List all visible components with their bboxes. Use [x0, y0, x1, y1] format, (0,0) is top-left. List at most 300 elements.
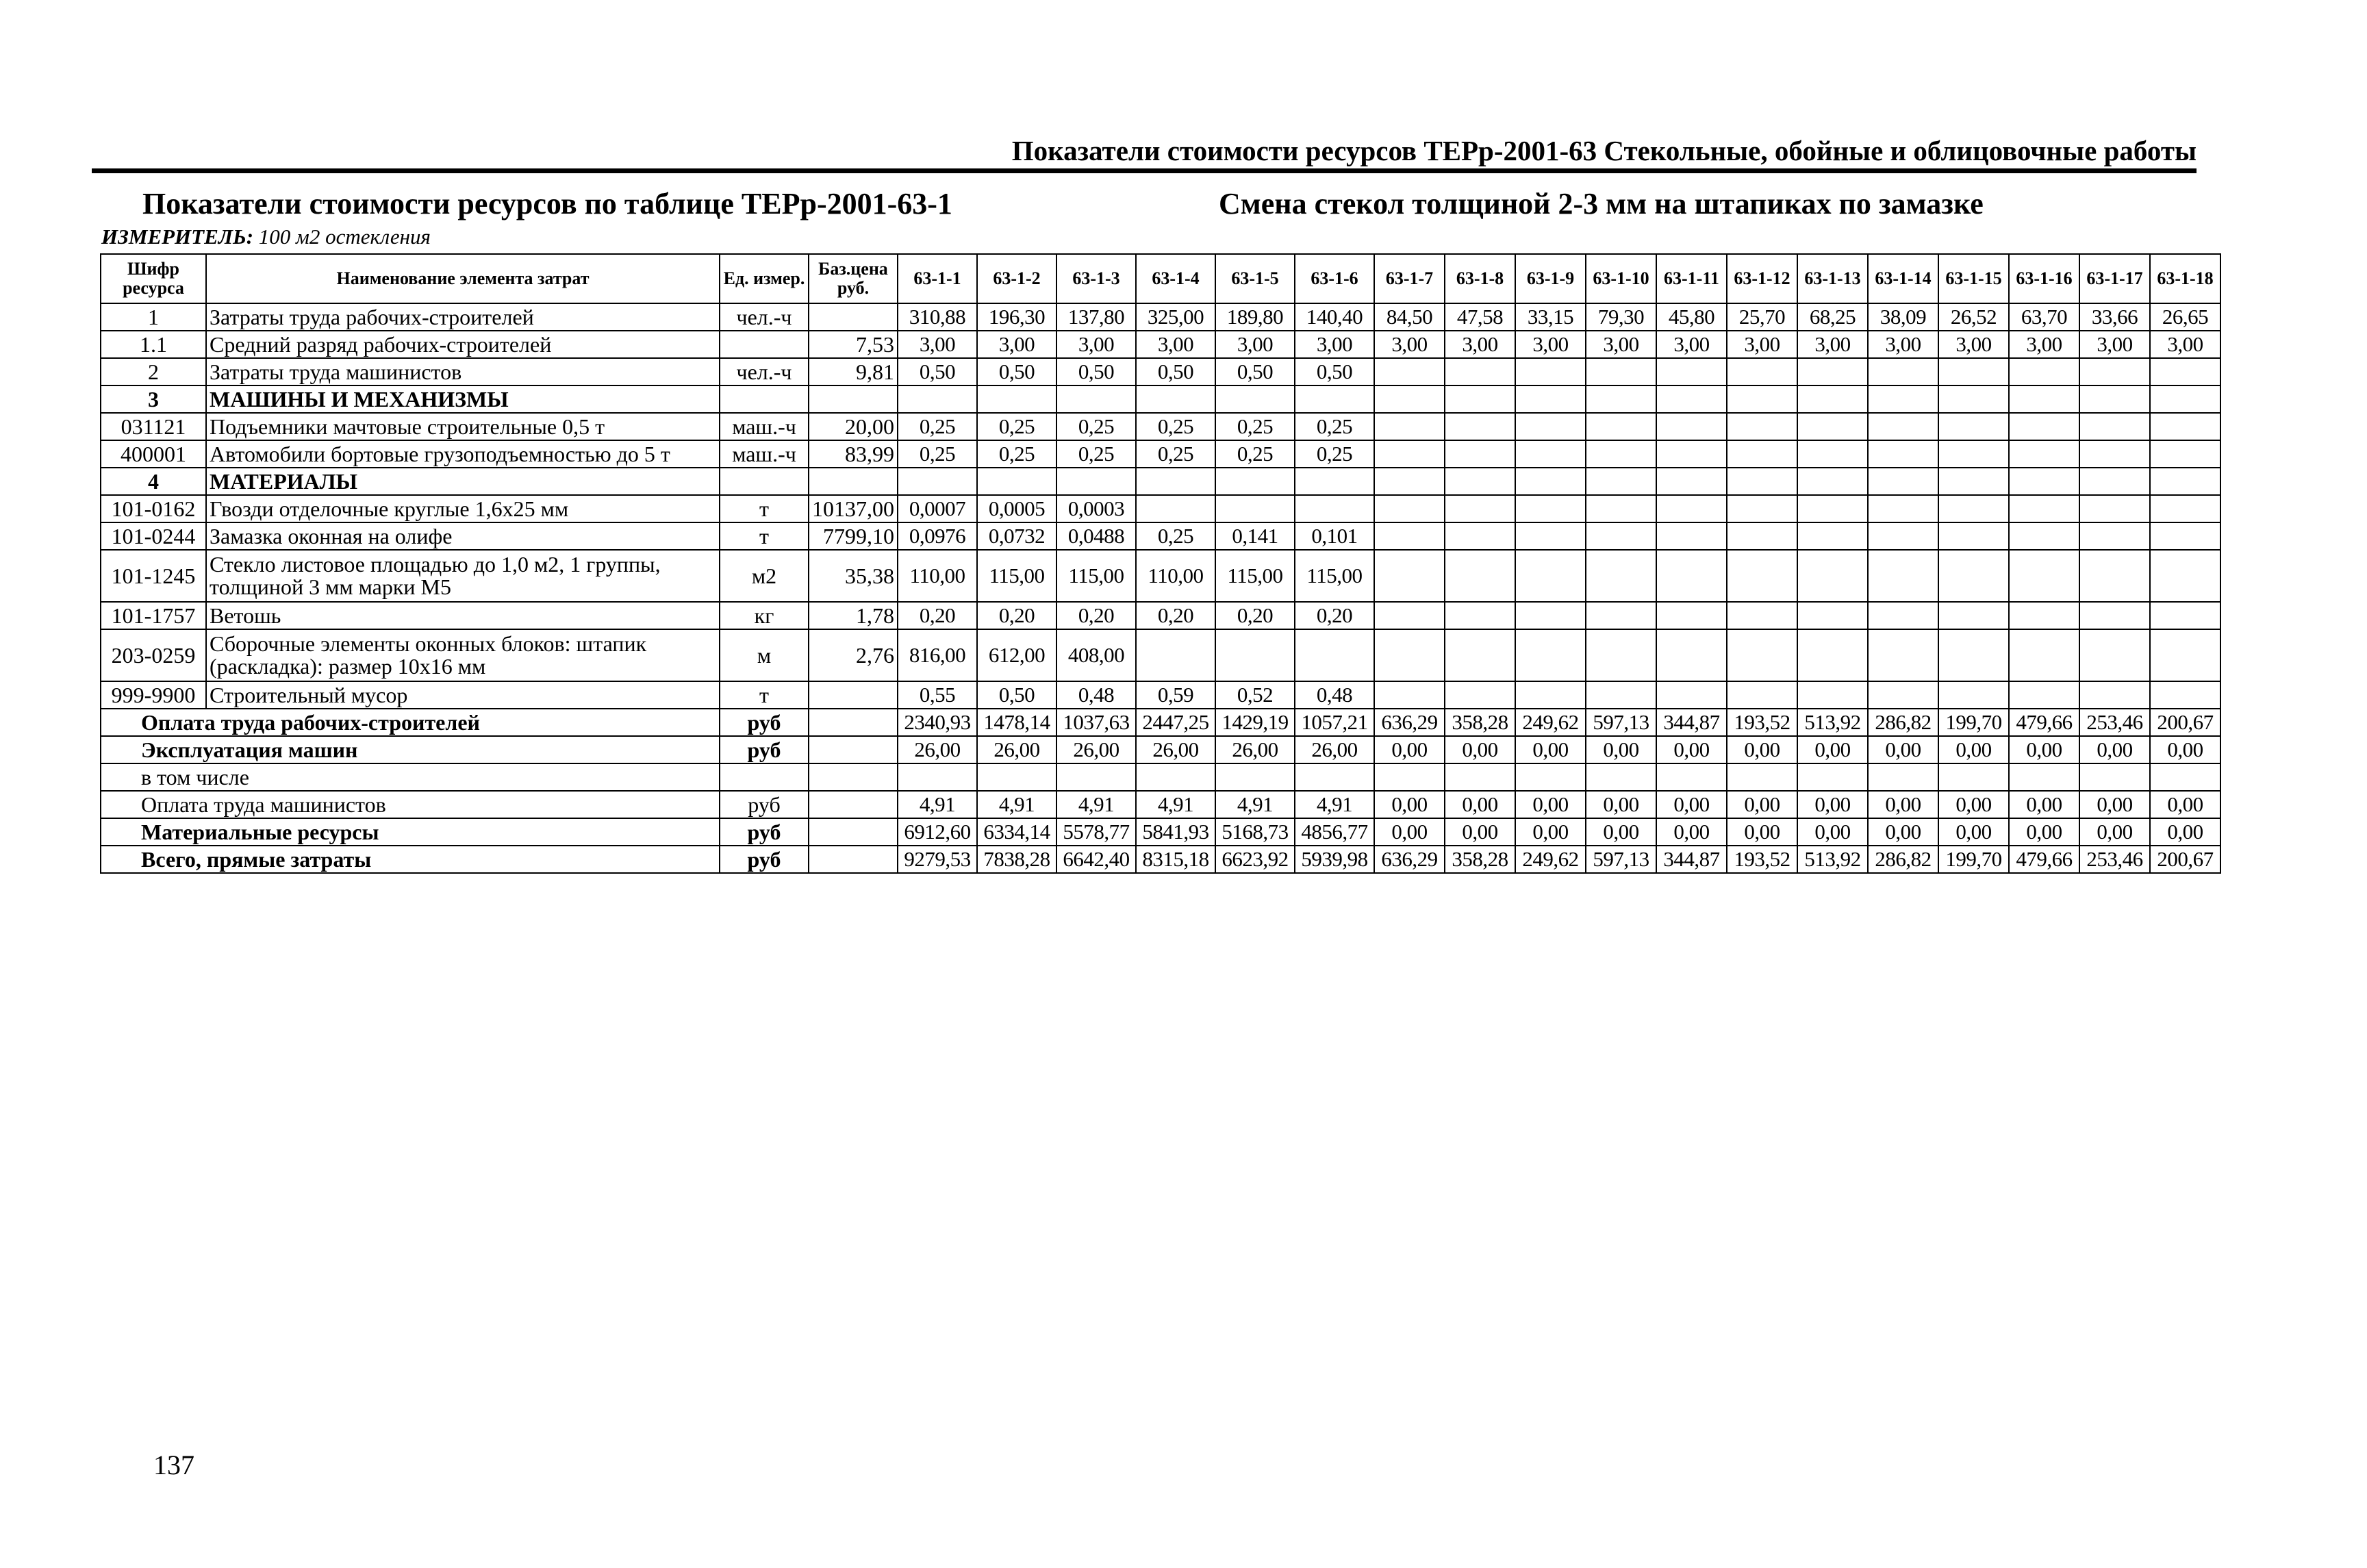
norm-value: 3,00 — [1056, 331, 1136, 358]
col-header-norm: 63-1-13 — [1797, 254, 1868, 303]
summary-label: Эксплуатация машин — [101, 736, 720, 763]
norm-value — [1215, 385, 1295, 413]
norm-value: 79,30 — [1586, 303, 1656, 331]
summary-value — [1295, 763, 1374, 791]
norm-value: 0,20 — [1215, 602, 1295, 629]
summary-value — [1136, 763, 1215, 791]
norm-value — [1374, 468, 1445, 495]
norm-value: 816,00 — [898, 629, 977, 681]
norm-value — [1136, 495, 1215, 522]
norm-value: 3,00 — [1656, 331, 1727, 358]
norm-value: 0,55 — [898, 681, 977, 709]
norm-value — [1586, 522, 1656, 550]
summary-value: 5841,93 — [1136, 818, 1215, 846]
norm-value — [1797, 681, 1868, 709]
norm-value: 0,0005 — [977, 495, 1056, 522]
summary-value: 0,00 — [2009, 791, 2079, 818]
table-row — [101, 303, 2220, 331]
norm-value: 0,25 — [1056, 440, 1136, 468]
summary-unit: руб — [720, 791, 809, 818]
summary-value: 9279,53 — [898, 846, 977, 873]
summary-value: 26,00 — [898, 736, 977, 763]
resource-unit: чел.-ч — [720, 358, 809, 385]
summary-value: 253,46 — [2079, 709, 2150, 736]
norm-value — [1656, 550, 1727, 602]
norm-value: 140,40 — [1295, 303, 1374, 331]
norm-value — [1797, 602, 1868, 629]
norm-value: 3,00 — [2009, 331, 2079, 358]
norm-value — [1797, 440, 1868, 468]
summary-value: 358,28 — [1445, 709, 1515, 736]
summary-unit: руб — [720, 709, 809, 736]
norm-value: 0,50 — [1295, 358, 1374, 385]
summary-value — [898, 763, 977, 791]
norm-value — [1445, 550, 1515, 602]
norm-value: 0,20 — [977, 602, 1056, 629]
norm-value: 0,25 — [1215, 440, 1295, 468]
norm-value — [1868, 468, 1938, 495]
norm-value: 0,141 — [1215, 522, 1295, 550]
norm-value — [1656, 385, 1727, 413]
col-header-norm: 63-1-7 — [1374, 254, 1445, 303]
table-title: Показатели стоимости ресурсов по таблице ТЕРр-2001-63-1 — [142, 187, 952, 220]
norm-value — [1938, 468, 2009, 495]
summary-value — [2009, 763, 2079, 791]
norm-value — [1938, 522, 2009, 550]
norm-value — [1727, 522, 1797, 550]
summary-value: 0,00 — [1938, 818, 2009, 846]
norm-value: 0,0732 — [977, 522, 1056, 550]
norm-value — [1797, 550, 1868, 602]
norm-value — [1586, 629, 1656, 681]
summary-row — [101, 763, 2220, 791]
summary-value — [977, 763, 1056, 791]
norm-value — [1656, 358, 1727, 385]
norm-value — [2079, 550, 2150, 602]
norm-value — [1374, 495, 1445, 522]
norm-value: 0,20 — [1136, 602, 1215, 629]
norm-value: 0,25 — [1136, 522, 1215, 550]
norm-value: 0,52 — [1215, 681, 1295, 709]
resource-code: 031121 — [101, 413, 206, 440]
norm-value — [1868, 358, 1938, 385]
norm-value: 0,25 — [977, 440, 1056, 468]
summary-value: 2447,25 — [1136, 709, 1215, 736]
col-header-norm: 63-1-12 — [1727, 254, 1797, 303]
summary-value — [1656, 763, 1727, 791]
norm-value — [2150, 550, 2220, 602]
summary-value: 0,00 — [2079, 791, 2150, 818]
resource-name: МАШИНЫ И МЕХАНИЗМЫ — [206, 385, 720, 413]
norm-value: 0,0976 — [898, 522, 977, 550]
norm-value — [1515, 550, 1586, 602]
summary-value: 286,82 — [1868, 846, 1938, 873]
norm-value — [1938, 629, 2009, 681]
summary-value: 0,00 — [1586, 791, 1656, 818]
norm-value — [1656, 440, 1727, 468]
summary-value — [1215, 763, 1295, 791]
norm-value — [1374, 358, 1445, 385]
summary-value — [1445, 763, 1515, 791]
summary-value: 0,00 — [1445, 818, 1515, 846]
resource-name: Средний разряд рабочих-строителей — [206, 331, 720, 358]
norm-value: 0,0488 — [1056, 522, 1136, 550]
summary-price-empty — [809, 763, 898, 791]
norm-value — [1295, 629, 1374, 681]
norm-value: 3,00 — [977, 331, 1056, 358]
resource-price: 35,38 — [809, 550, 898, 602]
resource-price: 1,78 — [809, 602, 898, 629]
norm-value — [1868, 550, 1938, 602]
summary-value: 0,00 — [1445, 791, 1515, 818]
summary-value — [1374, 763, 1445, 791]
resource-name: Сборочные элементы оконных блоков: штапик (раскладка): размер 10х16 мм — [206, 629, 720, 681]
norm-value — [1586, 385, 1656, 413]
norm-value — [1515, 522, 1586, 550]
table-row — [101, 522, 2220, 550]
resource-code: 101-0162 — [101, 495, 206, 522]
norm-value — [1656, 602, 1727, 629]
norm-value: 0,48 — [1295, 681, 1374, 709]
resource-name: Затраты труда рабочих-строителей — [206, 303, 720, 331]
norm-value — [2009, 358, 2079, 385]
summary-value: 5578,77 — [1056, 818, 1136, 846]
col-header-norm: 63-1-10 — [1586, 254, 1656, 303]
summary-value: 4,91 — [1136, 791, 1215, 818]
norm-value: 68,25 — [1797, 303, 1868, 331]
norm-value — [1445, 358, 1515, 385]
table-row — [101, 629, 2220, 681]
norm-value — [1586, 495, 1656, 522]
norm-value: 0,50 — [977, 358, 1056, 385]
summary-row — [101, 846, 2220, 873]
norm-value — [1656, 495, 1727, 522]
norm-value: 3,00 — [1727, 331, 1797, 358]
norm-value: 33,66 — [2079, 303, 2150, 331]
norm-value — [2079, 468, 2150, 495]
norm-value — [2079, 602, 2150, 629]
norm-value: 3,00 — [1515, 331, 1586, 358]
norm-value — [2150, 358, 2220, 385]
summary-price-empty — [809, 818, 898, 846]
resource-name: МАТЕРИАЛЫ — [206, 468, 720, 495]
norm-value — [1586, 550, 1656, 602]
norm-value — [1797, 495, 1868, 522]
summary-value: 249,62 — [1515, 709, 1586, 736]
resource-price: 7,53 — [809, 331, 898, 358]
col-header-norm: 63-1-8 — [1445, 254, 1515, 303]
norm-value — [2150, 522, 2220, 550]
resource-unit: маш.-ч — [720, 440, 809, 468]
norm-value — [1215, 495, 1295, 522]
summary-value: 26,00 — [977, 736, 1056, 763]
summary-value: 200,67 — [2150, 846, 2220, 873]
norm-value — [1374, 413, 1445, 440]
summary-value: 4856,77 — [1295, 818, 1374, 846]
norm-value — [1515, 602, 1586, 629]
norm-value: 196,30 — [977, 303, 1056, 331]
summary-value: 0,00 — [2150, 736, 2220, 763]
summary-value — [1056, 763, 1136, 791]
resource-name: Автомобили бортовые грузоподъемностью до 5 т — [206, 440, 720, 468]
summary-value: 26,00 — [1215, 736, 1295, 763]
summary-value: 26,00 — [1295, 736, 1374, 763]
resource-price: 7799,10 — [809, 522, 898, 550]
resource-price: 10137,00 — [809, 495, 898, 522]
summary-value: 6623,92 — [1215, 846, 1295, 873]
measure-value: 100 м2 остекления — [258, 225, 431, 249]
norm-value: 3,00 — [2079, 331, 2150, 358]
resource-unit — [720, 331, 809, 358]
norm-value — [1374, 602, 1445, 629]
summary-value: 1429,19 — [1215, 709, 1295, 736]
norm-value — [2009, 550, 2079, 602]
summary-value: 0,00 — [1938, 736, 2009, 763]
summary-value: 0,00 — [1656, 791, 1727, 818]
norm-value — [1586, 358, 1656, 385]
summary-label: Всего, прямые затраты — [101, 846, 720, 873]
resource-code: 1 — [101, 303, 206, 331]
norm-value — [1938, 550, 2009, 602]
norm-value — [2009, 440, 2079, 468]
norm-value — [1295, 468, 1374, 495]
norm-value: 3,00 — [1868, 331, 1938, 358]
summary-value: 1478,14 — [977, 709, 1056, 736]
summary-value: 0,00 — [1797, 791, 1868, 818]
resource-name: Подъемники мачтовые строительные 0,5 т — [206, 413, 720, 440]
col-header-norm: 63-1-14 — [1868, 254, 1938, 303]
summary-value: 0,00 — [1797, 736, 1868, 763]
summary-value: 597,13 — [1586, 846, 1656, 873]
norm-value: 0,25 — [898, 440, 977, 468]
norm-value: 3,00 — [1374, 331, 1445, 358]
norm-value — [2079, 522, 2150, 550]
norm-value — [2150, 413, 2220, 440]
norm-value — [1515, 468, 1586, 495]
norm-value — [1586, 681, 1656, 709]
summary-label: Материальные ресурсы — [101, 818, 720, 846]
summary-value: 0,00 — [1727, 736, 1797, 763]
summary-value: 636,29 — [1374, 846, 1445, 873]
col-header-norm: 63-1-3 — [1056, 254, 1136, 303]
col-header-unit: Ед. измер. — [720, 254, 809, 303]
resource-name: Затраты труда машинистов — [206, 358, 720, 385]
norm-value — [1374, 522, 1445, 550]
norm-value: 0,50 — [977, 681, 1056, 709]
col-header-norm: 63-1-9 — [1515, 254, 1586, 303]
header-row — [101, 254, 2220, 303]
norm-value — [1727, 358, 1797, 385]
norm-value — [1868, 413, 1938, 440]
norm-value — [2150, 440, 2220, 468]
resource-price — [809, 303, 898, 331]
col-header-name: Наименование элемента затрат — [206, 254, 720, 303]
summary-value: 4,91 — [898, 791, 977, 818]
norm-value — [1656, 413, 1727, 440]
norm-value: 0,25 — [977, 413, 1056, 440]
table-row — [101, 331, 2220, 358]
norm-value — [1938, 358, 2009, 385]
norm-value: 0,59 — [1136, 681, 1215, 709]
resource-code: 2 — [101, 358, 206, 385]
norm-value: 3,00 — [2150, 331, 2220, 358]
summary-value: 8315,18 — [1136, 846, 1215, 873]
norm-value — [2150, 468, 2220, 495]
norm-value: 137,80 — [1056, 303, 1136, 331]
norm-value — [2079, 358, 2150, 385]
norm-value — [1727, 629, 1797, 681]
summary-value: 200,67 — [2150, 709, 2220, 736]
norm-value — [1656, 468, 1727, 495]
summary-value: 5168,73 — [1215, 818, 1295, 846]
table-body — [101, 303, 2220, 873]
norm-value — [2150, 495, 2220, 522]
summary-value: 2340,93 — [898, 709, 977, 736]
summary-row — [101, 791, 2220, 818]
summary-price-empty — [809, 846, 898, 873]
norm-value — [2009, 385, 2079, 413]
resource-code: 4 — [101, 468, 206, 495]
norm-value — [1868, 629, 1938, 681]
norm-value — [1515, 358, 1586, 385]
col-header-norm: 63-1-1 — [898, 254, 977, 303]
norm-value: 3,00 — [1797, 331, 1868, 358]
norm-value: 0,48 — [1056, 681, 1136, 709]
summary-value: 0,00 — [1515, 736, 1586, 763]
norm-value: 25,70 — [1727, 303, 1797, 331]
summary-value: 0,00 — [1515, 818, 1586, 846]
summary-value: 0,00 — [2150, 791, 2220, 818]
summary-value — [1727, 763, 1797, 791]
table-row — [101, 440, 2220, 468]
summary-value — [2150, 763, 2220, 791]
norm-value: 0,20 — [898, 602, 977, 629]
summary-value: 0,00 — [2079, 818, 2150, 846]
norm-value — [1445, 522, 1515, 550]
norm-value — [1938, 602, 2009, 629]
summary-value: 597,13 — [1586, 709, 1656, 736]
summary-value: 344,87 — [1656, 709, 1727, 736]
norm-value — [1797, 385, 1868, 413]
resource-unit: чел.-ч — [720, 303, 809, 331]
summary-value: 0,00 — [1868, 818, 1938, 846]
resource-code: 203-0259 — [101, 629, 206, 681]
norm-value: 47,58 — [1445, 303, 1515, 331]
norm-value — [1515, 385, 1586, 413]
norm-value: 115,00 — [1215, 550, 1295, 602]
norm-value: 189,80 — [1215, 303, 1295, 331]
norm-value: 3,00 — [1295, 331, 1374, 358]
norm-value — [2009, 629, 2079, 681]
norm-value — [1586, 413, 1656, 440]
summary-value: 26,00 — [1136, 736, 1215, 763]
norm-value — [898, 385, 977, 413]
col-header-norm: 63-1-2 — [977, 254, 1056, 303]
resource-code: 1.1 — [101, 331, 206, 358]
norm-value — [1445, 681, 1515, 709]
summary-value: 358,28 — [1445, 846, 1515, 873]
summary-value: 0,00 — [1797, 818, 1868, 846]
norm-value — [1656, 681, 1727, 709]
norm-value — [1445, 468, 1515, 495]
norm-value — [1374, 681, 1445, 709]
summary-value: 636,29 — [1374, 709, 1445, 736]
norm-value — [1868, 522, 1938, 550]
summary-value: 199,70 — [1938, 846, 2009, 873]
table-row — [101, 413, 2220, 440]
summary-row — [101, 736, 2220, 763]
resource-code: 999-9900 — [101, 681, 206, 709]
summary-value: 0,00 — [1656, 818, 1727, 846]
summary-value: 513,92 — [1797, 846, 1868, 873]
summary-value: 513,92 — [1797, 709, 1868, 736]
norm-value — [1295, 385, 1374, 413]
resource-name: Гвозди отделочные круглые 1,6х25 мм — [206, 495, 720, 522]
norm-value — [1515, 681, 1586, 709]
summary-value: 26,00 — [1056, 736, 1136, 763]
summary-row — [101, 818, 2220, 846]
page-number: 137 — [153, 1450, 194, 1480]
norm-value: 0,25 — [1215, 413, 1295, 440]
norm-value — [1797, 358, 1868, 385]
resource-price: 9,81 — [809, 358, 898, 385]
summary-value: 0,00 — [2150, 818, 2220, 846]
measure-line — [101, 225, 431, 249]
norm-value — [1938, 413, 2009, 440]
summary-value: 193,52 — [1727, 846, 1797, 873]
norm-value — [2079, 385, 2150, 413]
norm-value — [1727, 602, 1797, 629]
summary-value — [1586, 763, 1656, 791]
resource-unit: кг — [720, 602, 809, 629]
norm-value — [1727, 495, 1797, 522]
norm-value — [977, 385, 1056, 413]
summary-value: 344,87 — [1656, 846, 1727, 873]
resource-price: 2,76 — [809, 629, 898, 681]
norm-value: 3,00 — [898, 331, 977, 358]
norm-value — [1445, 440, 1515, 468]
summary-label: в том числе — [101, 763, 720, 791]
table-row — [101, 495, 2220, 522]
summary-value — [1938, 763, 2009, 791]
norm-value: 0,25 — [1136, 440, 1215, 468]
norm-value: 0,25 — [1136, 413, 1215, 440]
norm-value — [1445, 385, 1515, 413]
norm-value — [1868, 495, 1938, 522]
norm-value — [1515, 629, 1586, 681]
resource-unit: маш.-ч — [720, 413, 809, 440]
summary-unit: руб — [720, 818, 809, 846]
summary-value: 479,66 — [2009, 709, 2079, 736]
table-row — [101, 385, 2220, 413]
resource-name: Строительный мусор — [206, 681, 720, 709]
norm-value — [1797, 468, 1868, 495]
norm-value — [1515, 413, 1586, 440]
summary-unit: руб — [720, 846, 809, 873]
norm-value: 0,50 — [1056, 358, 1136, 385]
summary-value — [1797, 763, 1868, 791]
table-row — [101, 468, 2220, 495]
norm-value: 0,0007 — [898, 495, 977, 522]
summary-value: 1057,21 — [1295, 709, 1374, 736]
summary-value: 0,00 — [1515, 791, 1586, 818]
norm-value: 110,00 — [898, 550, 977, 602]
summary-value: 253,46 — [2079, 846, 2150, 873]
summary-value: 4,91 — [1056, 791, 1136, 818]
measure-label: ИЗМЕРИТЕЛЬ: — [101, 225, 254, 249]
norm-value: 3,00 — [1445, 331, 1515, 358]
summary-value: 6912,60 — [898, 818, 977, 846]
